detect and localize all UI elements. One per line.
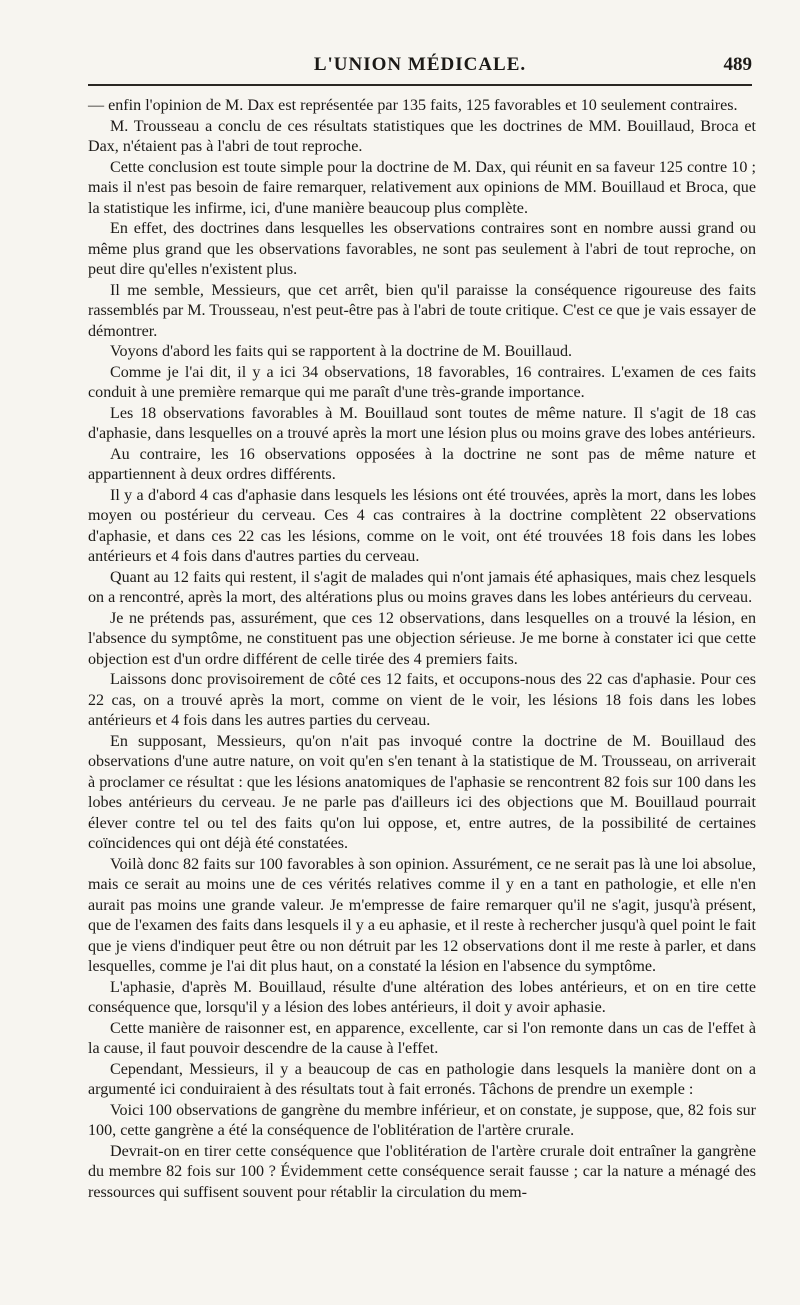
paragraph-16: L'aphasie, d'après M. Bouillaud, résulte d'une altération des lobes antérieurs, et on en tire cette conséquence que, lorsqu'il y a lésion des lobes antérieurs, il doit y avoir aphasie. bbox=[88, 978, 756, 1016]
paragraph-7: Comme je l'ai dit, il y a ici 34 observations, 18 favorables, 16 contraires. L'examen de ces faits conduit à une première remarque qui me paraît d'une très-grande importance. bbox=[88, 363, 756, 401]
paragraph-4: En effet, des doctrines dans lesquelles les observations contraires sont en nombre aussi grand ou même plus grand que les observations favorables, ne sont pas seulement à l'abri de tout reproche, on peut dire qu'elles n'existent plus. bbox=[88, 220, 756, 278]
header-rule bbox=[88, 84, 752, 86]
paragraph-3: Cette conclusion est toute simple pour la doctrine de M. Dax, qui réunit en sa faveur 125 contre 10 ; mais il n'est pas besoin de faire remarquer, relativement aux opinions de MM. Bouillaud et Broca, que la statistique les infirme, ici, d'une manière beaucoup plus complète. bbox=[88, 158, 756, 217]
article-body bbox=[88, 96, 756, 1203]
paragraph-1: — enfin l'opinion de M. Dax est représentée par 135 faits, 125 favorables et 10 seulement contraires. bbox=[88, 97, 738, 114]
paragraph-11: Quant au 12 faits qui restent, il s'agit de malades qui n'ont jamais été aphasiques, mais chez lesquels on a rencontré, après la mort, des altérations plus ou moins graves dans les lobes antérieurs du cerveau. bbox=[88, 568, 756, 606]
page-header bbox=[88, 50, 752, 82]
running-title: L'UNION MÉDICALE. bbox=[313, 54, 527, 75]
paragraph-17: Cette manière de raisonner est, en apparence, excellente, car si l'on remonte dans un cas de l'effet à la cause, il faut pouvoir descendre de la cause à l'effet. bbox=[88, 1019, 756, 1057]
paragraph-18: Cependant, Messieurs, il y a beaucoup de cas en pathologie dans lesquels la manière dont on a argumenté ici conduiraient à des résultats tout à fait erronés. Tâchons de prendre un exemple : bbox=[88, 1060, 756, 1098]
paragraph-6: Voyons d'abord les faits qui se rapportent à la doctrine de M. Bouillaud. bbox=[110, 343, 573, 360]
paragraph-10: Il y a d'abord 4 cas d'aphasie dans lesquels les lésions ont été trouvées, après la mort, dans les lobes moyen ou postérieur du cerveau. Ces 4 cas contraires à la doctrine complètent 22 observations d'aphasie, et dans ces 22 cas les lésions, comme on le voit, ont été trouvées 18 fois dans les lobes antérieurs et 4 fois dans d'autres parties du cerveau. bbox=[88, 486, 756, 565]
paragraph-8: Les 18 observations favorables à M. Bouillaud sont toutes de même nature. Il s'agit de 18 cas d'aphasie, dans lesquelles on a trouvé après la mort une lésion plus ou moins grave des lobes antérieurs. bbox=[88, 404, 756, 442]
paragraph-13: Laissons donc provisoirement de côté ces 12 faits, et occupons-nous des 22 cas d'aphasie. Pour ces 22 cas, on a trouvé après la mort, comme on vient de le voir, les lésions 18 fois dans les lobes antérieurs et 4 fois dans les autres parties du cerveau. bbox=[88, 671, 756, 729]
paragraph-9: Au contraire, les 16 observations opposées à la doctrine ne sont pas de même nature et appartiennent à deux ordres différents. bbox=[88, 445, 756, 483]
page-number: 489 bbox=[723, 54, 752, 75]
paragraph-20: Devrait-on en tirer cette conséquence que l'oblitération de l'artère crurale doit entraîner la gangrène du membre 82 fois sur 100 ? Évidemment cette conséquence serait fausse ; car la nature a ménagé des ressources qui suffisent souvent pour rétablir la circulation du mem- bbox=[88, 1142, 756, 1201]
paragraph-15: Voilà donc 82 faits sur 100 favorables à son opinion. Assurément, ce ne serait pas là une loi absolue, mais ce serait au moins une de ces vérités relatives comme il y en a tant en pathologie, et elle n'en aurait pas moins une grande valeur. Je m'empresse de faire remarquer qu'il ne s'agit, jusqu'à présent, que de l'examen des faits dans lesquels il y a eu aphasie, et il reste à rechercher jusqu'à quel point le fait que je viens d'indiquer peut être ou non détruit par les 12 observations dont il me reste à parler, et dans lesquelles, comme je l'ai dit plus haut, on a constaté la lésion en l'absence du symptôme. bbox=[88, 855, 756, 975]
paragraph-12: Je ne prétends pas, assurément, que ces 12 observations, dans lesquelles on a trouvé la lésion, en l'absence du symptôme, ne constituent pas une objection sérieuse. Je me borne à constater ici que cette objection est d'un ordre différent de celle tirée des 4 premiers faits. bbox=[88, 609, 756, 668]
paragraph-2: M. Trousseau a conclu de ces résultats statistiques que les doctrines de MM. Bouillaud, Broca et Dax, n'étaient pas à l'abri de tout reproche. bbox=[88, 117, 756, 155]
paragraph-19: Voici 100 observations de gangrène du membre inférieur, et on constate, je suppose, que, 82 fois sur 100, cette gangrène a été la conséquence de l'oblitération de l'artère crurale. bbox=[88, 1101, 756, 1139]
paragraph-14: En supposant, Messieurs, qu'on n'ait pas invoqué contre la doctrine de M. Bouillaud des observations d'une autre nature, on voit qu'en s'en tenant à la statistique de M. Trousseau, on arriverait à proclamer ce résultat : que les lésions anatomiques de l'aphasie se rencontrent 82 fois sur 100 dans les lobes antérieurs du cerveau. Je ne parle pas d'ailleurs ici des objections que M. Bouillaud pourrait élever contre tel ou tel des faits qu'on lui oppose, et, entre autres, de la possibilité de certaines coïncidences qui ont déjà été constatées. bbox=[88, 732, 756, 852]
paragraph-5: Il me semble, Messieurs, que cet arrêt, bien qu'il paraisse la conséquence rigoureuse des faits rassemblés par M. Trousseau, n'est peut-être pas à l'abri de toute critique. C'est ce que je vais essayer de démontrer. bbox=[88, 281, 756, 340]
